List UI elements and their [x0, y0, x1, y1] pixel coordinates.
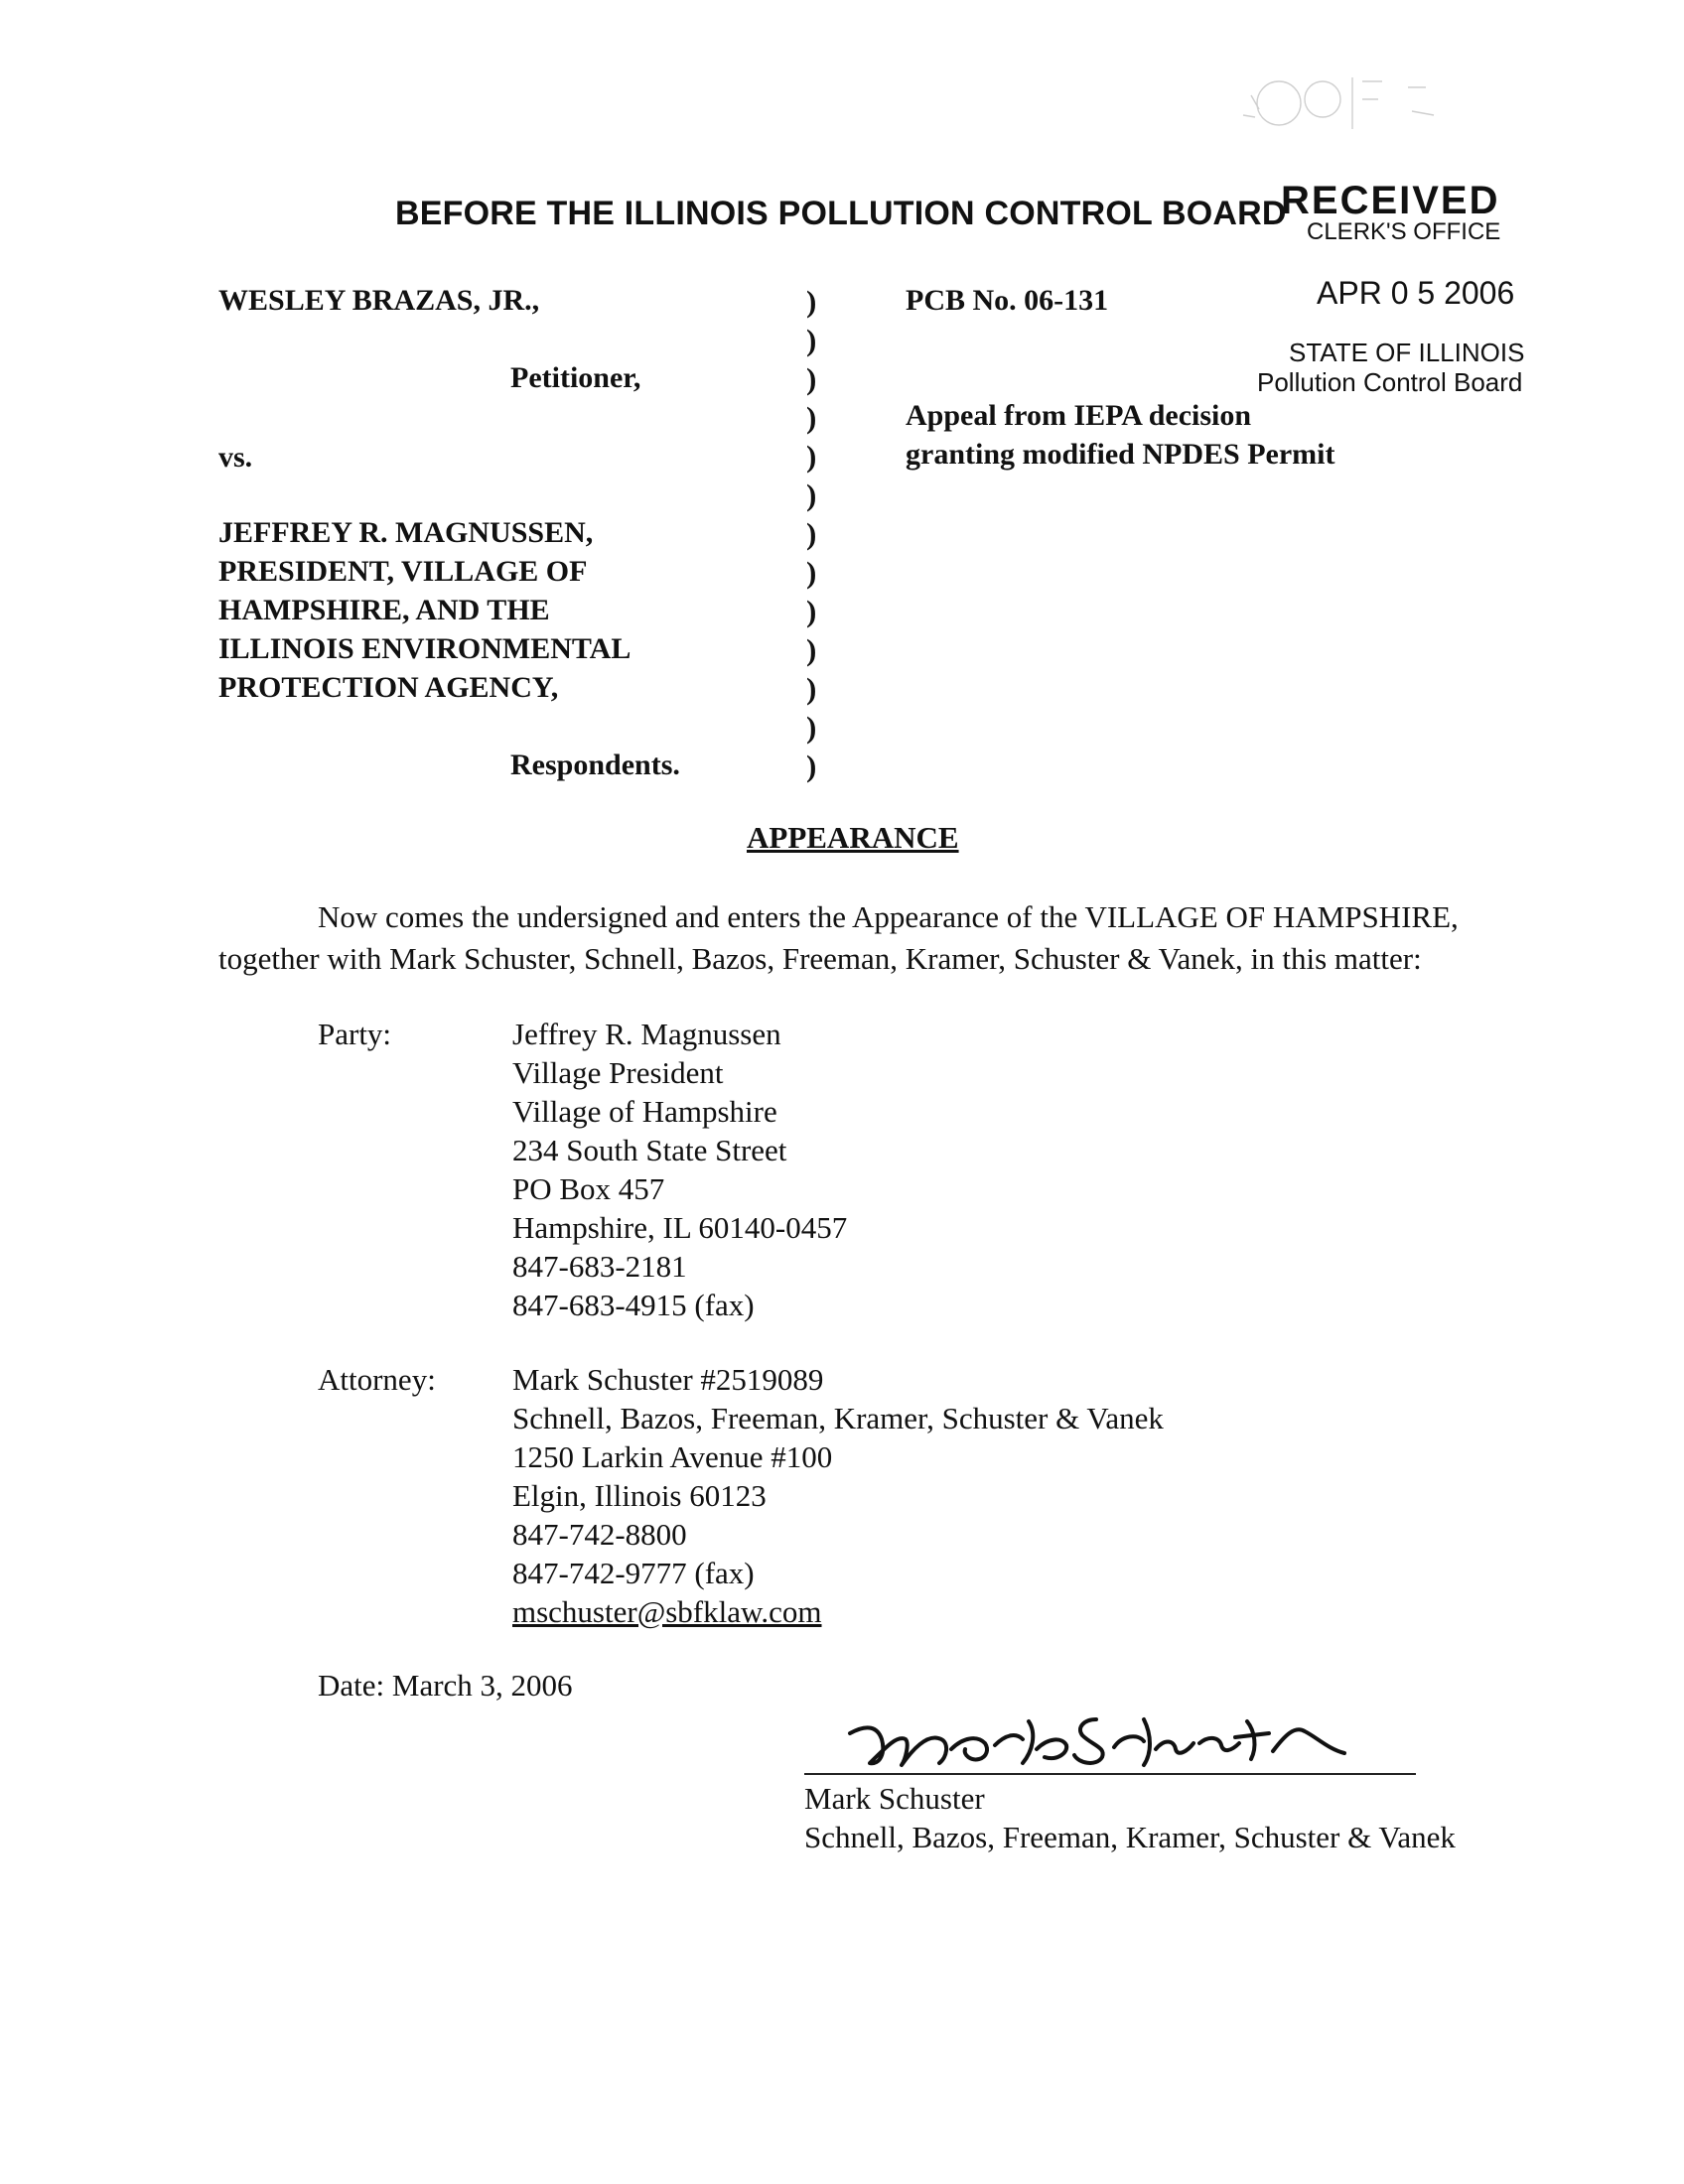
appeal-description-line-2: granting modified NPDES Permit — [906, 438, 1335, 471]
party-po-box: PO Box 457 — [512, 1171, 665, 1206]
caption-paren: ) — [806, 478, 817, 512]
party-name: Jeffrey R. Magnussen — [512, 1017, 781, 1051]
caption-paren: ) — [806, 439, 817, 474]
attorney-label: Attorney: — [318, 1362, 436, 1397]
page-title: BEFORE THE ILLINOIS POLLUTION CONTROL BOARD — [395, 195, 1287, 232]
appearance-intro-line-1: Now comes the undersigned and enters the Appearance of the VILLAGE OF HAMPSHIRE, — [318, 899, 1459, 934]
party-fax: 847-683-4915 (fax) — [512, 1288, 755, 1322]
attorney-phone: 847-742-8800 — [512, 1517, 687, 1552]
respondent-line-3: HAMPSHIRE, AND THE — [218, 594, 550, 626]
attorney-street: 1250 Larkin Avenue #100 — [512, 1439, 833, 1474]
appearance-intro-line-2: together with Mark Schuster, Schnell, Bazos, Freeman, Kramer, Schuster & Vanek, in this matter: — [218, 941, 1422, 976]
party-organization: Village of Hampshire — [512, 1094, 777, 1129]
clerk-office-stamp: CLERK'S OFFICE — [1307, 218, 1501, 245]
caption-paren: ) — [806, 749, 817, 783]
caption-paren: ) — [806, 594, 817, 628]
date-line: Date: March 3, 2006 — [318, 1668, 573, 1703]
party-city: Hampshire, IL 60140-0457 — [512, 1210, 848, 1245]
caption-paren: ) — [806, 555, 817, 590]
party-street: 234 South State Street — [512, 1133, 787, 1167]
state-stamp: STATE OF ILLINOIS — [1289, 338, 1525, 367]
party-label: Party: — [318, 1017, 392, 1051]
respondents-role: Respondents. — [510, 749, 680, 781]
respondent-line-4: ILLINOIS ENVIRONMENTAL — [218, 632, 632, 665]
attorney-city: Elgin, Illinois 60123 — [512, 1478, 767, 1513]
respondent-line-2: PRESIDENT, VILLAGE OF — [218, 555, 588, 588]
petitioner-name: WESLEY BRAZAS, JR., — [218, 284, 540, 317]
board-stamp: Pollution Control Board — [1257, 367, 1523, 397]
faint-stamp-mark — [1231, 58, 1489, 147]
attorney-email-link[interactable]: mschuster@sbfklaw.com — [512, 1594, 822, 1629]
respondent-line-1: JEFFREY R. MAGNUSSEN, — [218, 516, 594, 549]
appearance-heading: APPEARANCE — [747, 820, 959, 855]
attorney-name: Mark Schuster #2519089 — [512, 1362, 824, 1397]
caption-paren: ) — [806, 400, 817, 435]
versus-label: vs. — [218, 441, 253, 474]
received-date-stamp: APR 0 5 2006 — [1317, 275, 1515, 311]
appeal-description-line-1: Appeal from IEPA decision — [906, 399, 1252, 432]
caption-paren: ) — [806, 632, 817, 667]
signer-firm: Schnell, Bazos, Freeman, Kramer, Schuster & Vanek — [804, 1820, 1456, 1854]
party-title: Village President — [512, 1055, 724, 1090]
party-phone: 847-683-2181 — [512, 1249, 687, 1284]
attorney-fax: 847-742-9777 (fax) — [512, 1556, 755, 1590]
attorney-firm: Schnell, Bazos, Freeman, Kramer, Schuster & Vanek — [512, 1401, 1164, 1435]
caption-paren: ) — [806, 323, 817, 357]
handwritten-signature — [840, 1692, 1356, 1783]
petitioner-role: Petitioner, — [510, 361, 641, 394]
signer-name: Mark Schuster — [804, 1781, 985, 1816]
caption-paren: ) — [806, 361, 817, 396]
caption-paren: ) — [806, 671, 817, 706]
caption-paren: ) — [806, 516, 817, 551]
signature-line — [804, 1773, 1416, 1775]
received-stamp: RECEIVED — [1281, 179, 1500, 222]
caption-paren: ) — [806, 710, 817, 745]
caption-paren: ) — [806, 284, 817, 319]
case-number: PCB No. 06-131 — [906, 284, 1109, 317]
respondent-line-5: PROTECTION AGENCY, — [218, 671, 559, 704]
